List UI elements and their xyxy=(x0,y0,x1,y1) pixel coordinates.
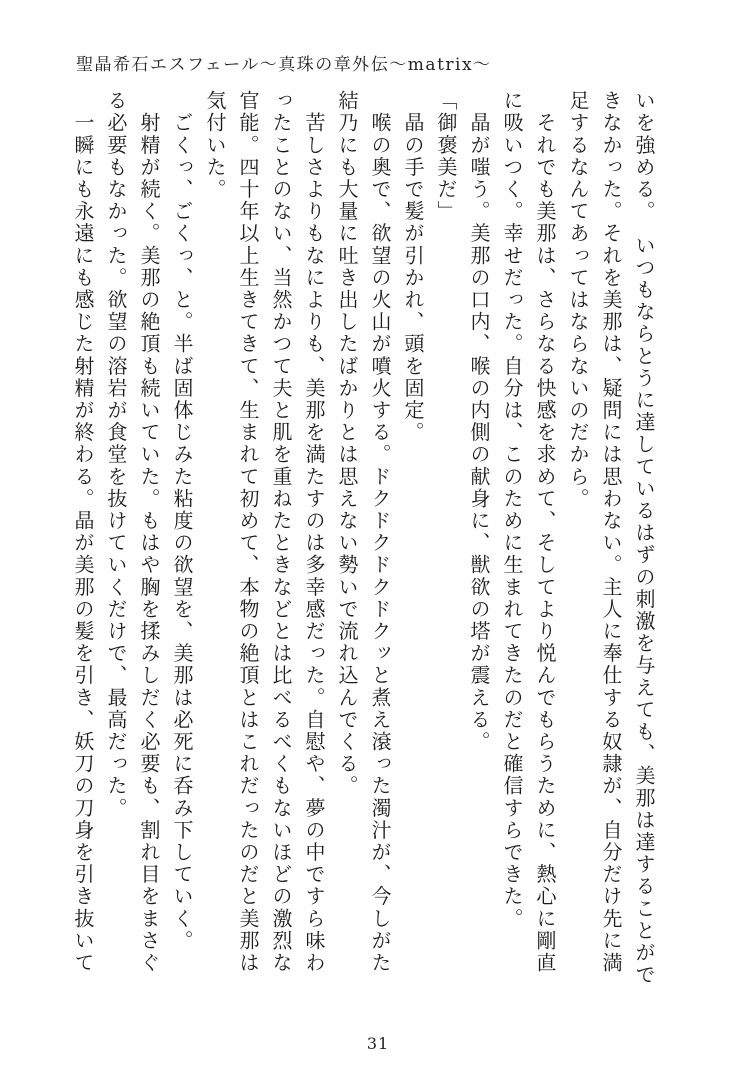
text-line: 晶が嗤う。美那の口内、喉の内側の献身に、獣欲の塔が震える。 xyxy=(467,90,491,753)
text-line: 一瞬にも永遠にも感じた射精が終わる。晶が美那の髪を引き、妖刀の刀身を引き抜いて xyxy=(71,90,95,974)
text-line: 喉の奥で、欲望の火山が噴火する。ドクドクドクドクッと煮え滾った濁汁が、今しがた xyxy=(368,90,392,974)
text-line: きなかった。それを美那は、疑問には思わない。主人に奉仕する奴隷が、自分だけ先に満 xyxy=(599,90,623,974)
text-line: それでも美那は、さらなる快感を求めて、そしてより悦んでもらうために、熱心に剛直 xyxy=(533,90,557,974)
text-line: 結乃にも大量に吐き出したばかりとは思えない勢いで流れ込んでくる。 xyxy=(335,90,359,798)
running-header: 聖晶希石エスフェール～真珠の章外伝～matrix～ xyxy=(76,55,492,75)
page-number: 31 xyxy=(366,1034,390,1053)
text-line: 足するなんてあってはならないのだから。 xyxy=(566,90,590,510)
text-line: 射精が続く。美那の絶頂も続いていた。もはや胸を揉みしだく必要も、割れ目をまさぐ xyxy=(137,90,161,974)
text-line: 官能。四十年以上生きてきて、生まれて初めて、本物の絶頂とはこれだったのだと美那は xyxy=(236,90,260,974)
text-line: いを強める。 いつもならとうに達しているはずの刺激を与えても、美那は達することがで xyxy=(632,90,656,987)
body-text xyxy=(66,90,660,1030)
text-line: 気付いた。 xyxy=(203,90,227,201)
text-line: に吸いつく。幸せだった。自分は、このために生まれてきたのだと確信すらできた。 xyxy=(500,90,524,930)
text-line: ごくっ、ごくっ、と。半ば固体じみた粘度の欲望を、美那は必死に呑み下していく。 xyxy=(170,90,194,952)
text-line: 「御褒美だ」 xyxy=(434,90,458,223)
text-line: 晶の手で髪が引かれ、頭を固定。 xyxy=(401,90,425,444)
text-line: る必要もなかった。欲望の溶岩が食堂を抜けていくだけで、最高だった。 xyxy=(104,90,128,820)
text-line: ったことのない、当然かつて夫と肌を重ねたときなどとは比べるべくもないほどの激烈な xyxy=(269,90,293,974)
text-line: 苦しさよりもなによりも、美那を満たすのは多幸感だった。自慰や、夢の中ですら味わ xyxy=(302,90,326,974)
